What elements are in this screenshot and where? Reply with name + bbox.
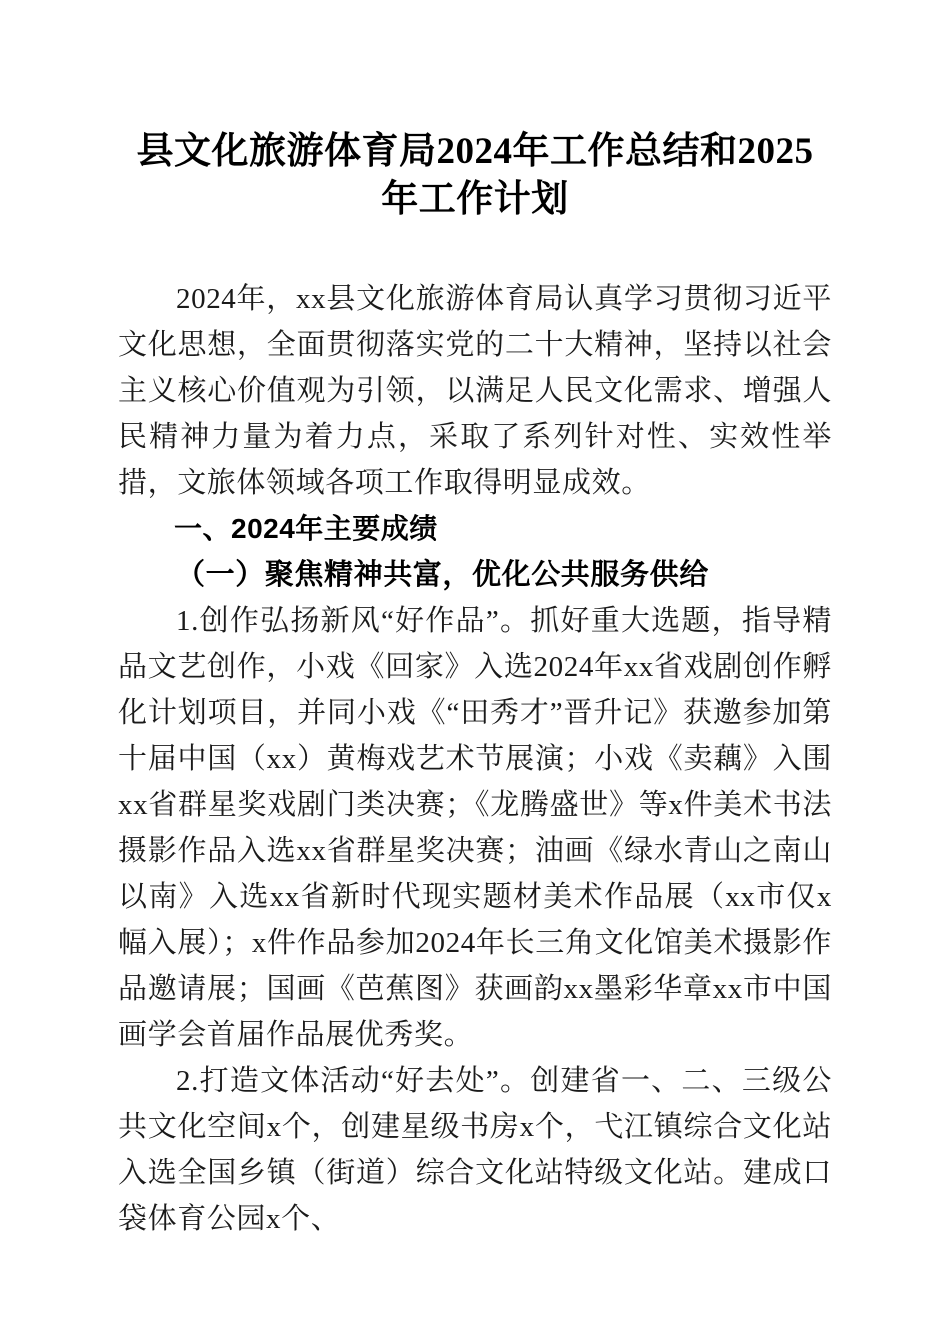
list-item-1-creative-works: 1.创作弘扬新风“好作品”。抓好重大选题，指导精品文艺创作，小戏《回家》入选2024年xx省戏剧创作孵化计划项目，并同小戏《“田秀才”晋升记》获邀参加第十届中国（xx）黄梅戏艺术节展演；小戏《卖藕》入围xx省群星奖戏剧门类决赛；《龙腾盛世》等x件美术书法摄影作品入选xx省群星奖决赛；油画《绿水青山之南山以南》入选xx省新时代现实题材美术作品展（xx市仅x幅入展）；x件作品参加2024年长三角文化馆美术摄影作品邀请展；国画《芭蕉图》获画韵xx墨彩华章xx市中国画学会首届作品展优秀奖。 [118,605,832,1051]
document-content [118,0,832,1242]
intro-paragraph: 2024年，xx县文化旅游体育局认真学习贯彻习近平文化思想，全面贯彻落实党的二十大精神，坚持以社会主义核心价值观为引领，以满足人民文化需求、增强人民精神力量为着力点，采取了系列针对性、实效性举措，文旅体领域各项工作取得明显成效。 [118,283,832,499]
heading-level-2-public-service: （一）聚焦精神共富，优化公共服务供给 [176,559,709,591]
heading-level-1-achievements: 一、2024年主要成绩 [174,513,438,544]
list-item-2-cultural-venues: 2.打造文体活动“好去处”。创建省一、二、三级公共文化空间x个，创建星级书房x个，弋江镇综合文化站入选全国乡镇（街道）综合文化站特级文化站。建成口袋体育公园x个、 [118,1065,832,1235]
page-title: 县文化旅游体育局2024年工作总结和2025年工作计划 [136,131,814,220]
